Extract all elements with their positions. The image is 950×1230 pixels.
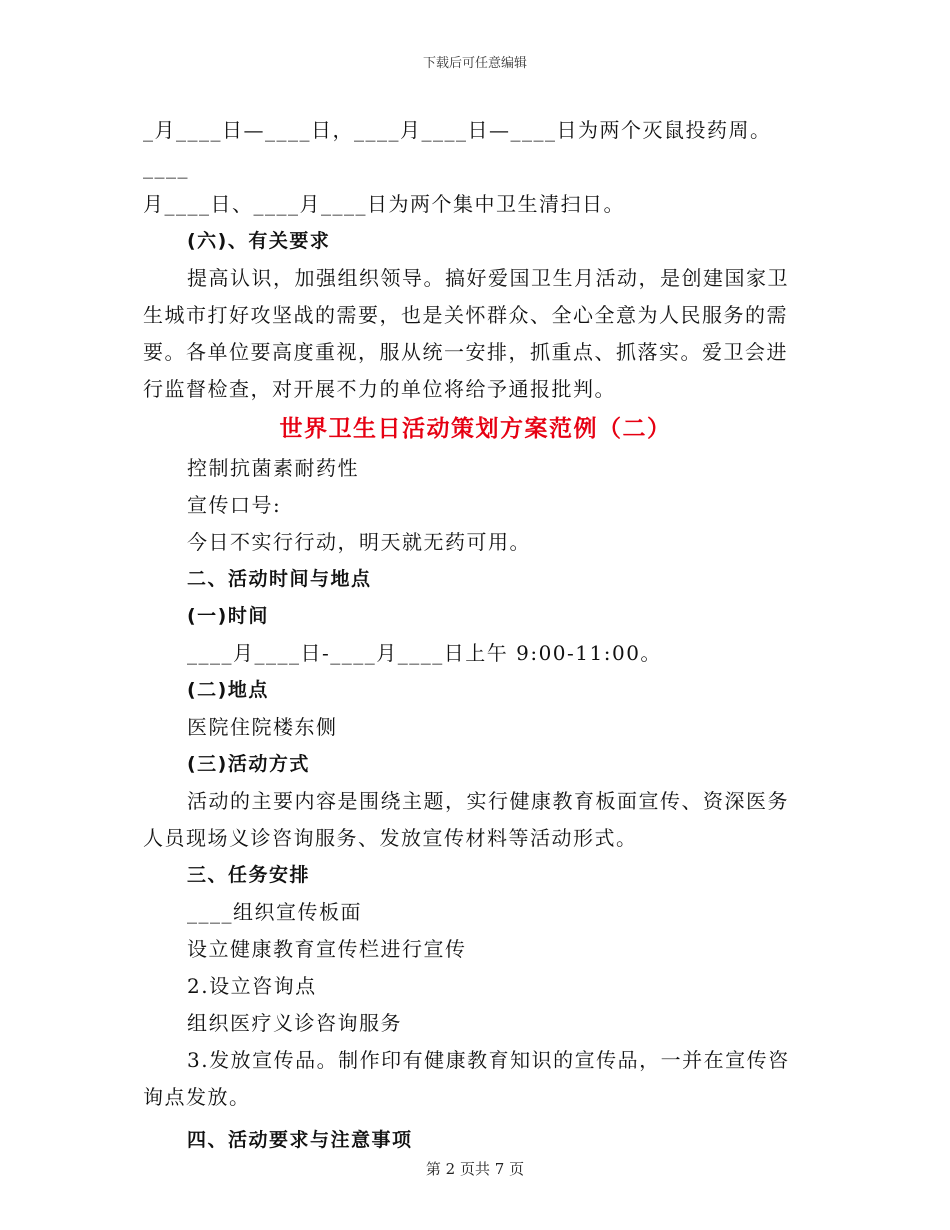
body-line: 今日不实行行动，明天就无药可用。: [187, 530, 531, 554]
body-line: 设立健康教育宣传栏进行宣传: [187, 937, 467, 961]
section-heading: 二、活动时间与地点: [187, 568, 372, 590]
subsection-heading: (三)活动方式: [187, 753, 310, 775]
document-body: [143, 112, 808, 1159]
body-line: 行监督检查，对开展不力的单位将给予通报批判。: [143, 377, 616, 401]
body-line: 生城市打好攻坚战的需要，也是关怀群众、全心全意为人民服务的需: [143, 303, 788, 327]
page-footer: 第 2 页共 7 页: [425, 1160, 525, 1178]
section-heading: 三、任务安排: [187, 864, 311, 886]
body-line: _月____日—____日，____月____日—____日为两个灭鼠投药周。____: [143, 118, 772, 179]
body-line: 医院住院楼东侧: [187, 715, 338, 739]
body-line: ____组织宣传板面: [187, 900, 362, 924]
body-line: 提高认识，加强组织领导。搞好爱国卫生月活动，是创建国家卫: [187, 266, 789, 290]
body-line: 要。各单位要高度重视，服从统一安排，抓重点、抓落实。爱卫会进: [143, 340, 788, 364]
subsection-heading: (一)时间: [187, 605, 269, 627]
subsection-heading: (二)地点: [187, 679, 269, 701]
body-line: ____月____日-____月____日上午 9:00-11:00。: [187, 641, 662, 665]
document-title: 世界卫生日活动策划方案范例（二）: [279, 416, 672, 442]
body-line: 控制抗菌素耐药性: [187, 456, 359, 480]
body-line: 月____日、____月____日为两个集中卫生清扫日。: [143, 192, 625, 216]
body-line: 宣传口号:: [187, 493, 282, 517]
page-header: 下载后可任意编辑: [422, 56, 527, 71]
body-line: 组织医疗义诊咨询服务: [187, 1011, 402, 1035]
section-heading: 四、活动要求与注意事项: [187, 1129, 413, 1151]
body-line: 3.发放宣传品。制作印有健康教育知识的宣传品，一并在宣传咨: [187, 1048, 790, 1072]
section-heading: (六)、有关要求: [187, 230, 331, 252]
body-line: 2.设立咨询点: [187, 974, 317, 998]
body-line: 询点发放。: [143, 1085, 251, 1109]
body-line: 人员现场义诊咨询服务、发放宣传材料等活动形式。: [143, 826, 638, 850]
body-line: 活动的主要内容是围绕主题，实行健康教育板面宣传、资深医务: [187, 789, 789, 813]
